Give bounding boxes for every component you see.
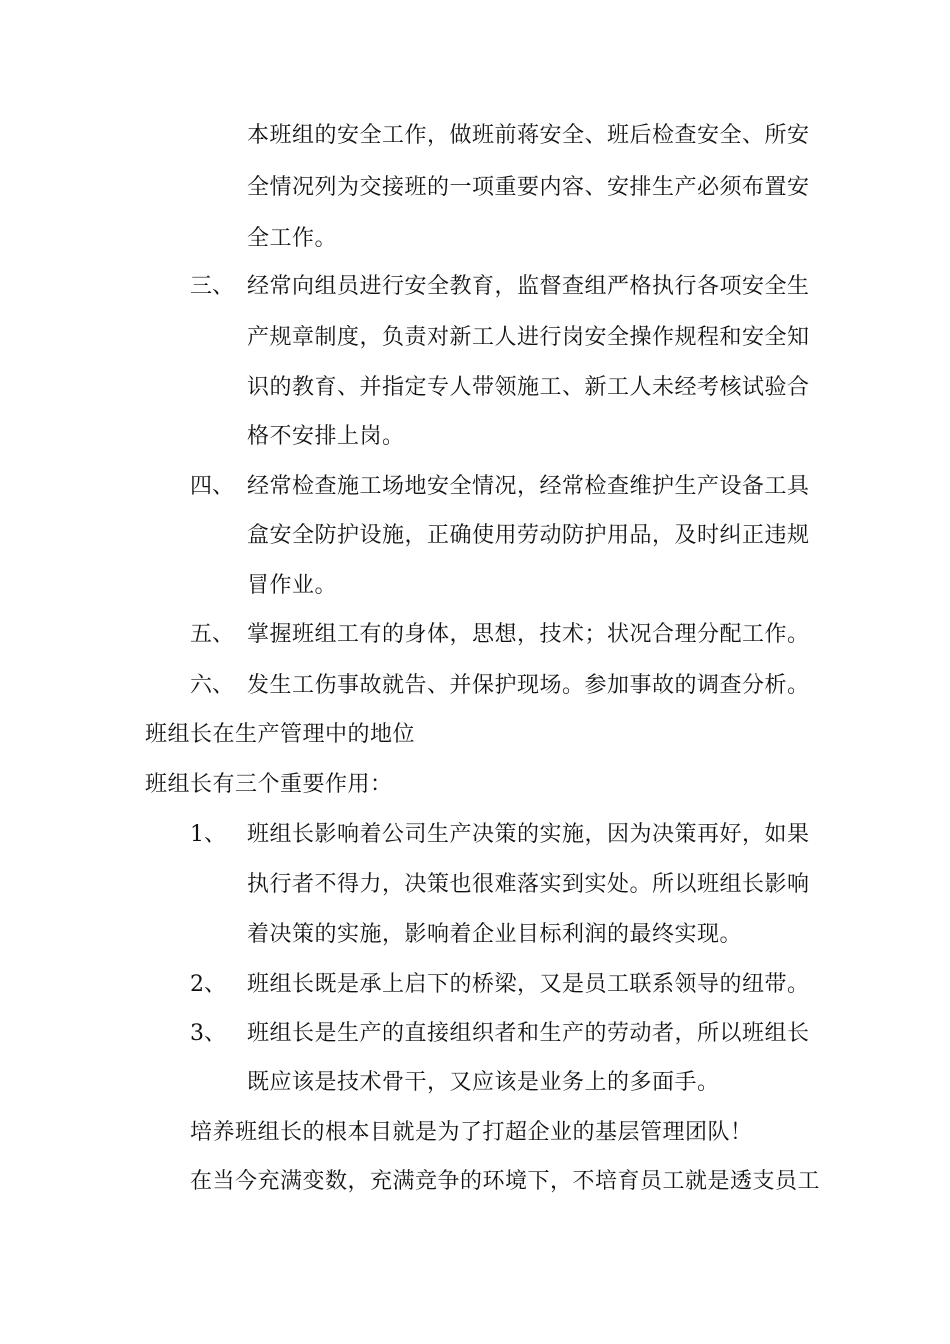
list-item-line: 既应该是技术骨干，又应该是业务上的多面手。 bbox=[247, 1070, 720, 1095]
list-number: 1、 bbox=[190, 822, 226, 847]
list-item-line: 产规章制度，负责对新工人进行岗安全操作规程和安全知 bbox=[247, 325, 810, 350]
paragraph-line: 在当今充满变数，充满竞争的环境下，不培育员工就是透支员工 bbox=[190, 1169, 821, 1194]
list-item-line: 发生工伤事故就告、并保护现场。参加事故的调查分析。 bbox=[247, 673, 810, 698]
section-heading: 班组长在生产管理中的地位 bbox=[145, 722, 416, 747]
list-item-line: 班组长影响着公司生产决策的实施，因为决策再好，如果 bbox=[247, 822, 810, 847]
list-number: 五、 bbox=[190, 622, 235, 647]
section-intro: 班组长有三个重要作用： bbox=[145, 772, 393, 797]
list-item-line: 着决策的实施，影响着企业目标利润的最终实现。 bbox=[247, 922, 743, 947]
list-item-line: 经常向组员进行安全教育，监督查组严格执行各项安全生 bbox=[247, 274, 810, 299]
list-item-line: 格不安排上岗。 bbox=[247, 424, 405, 449]
list-item-line: 班组长是生产的直接组织者和生产的劳动者，所以班组长 bbox=[247, 1021, 810, 1046]
list-item-line: 冒作业。 bbox=[247, 573, 338, 598]
paragraph-line: 全工作。 bbox=[247, 226, 338, 251]
list-number: 2、 bbox=[190, 972, 226, 997]
paragraph-line: 全情况列为交接班的一项重要内容、安排生产必须布置安 bbox=[247, 175, 810, 200]
list-item-line: 盒安全防护设施，正确使用劳动防护用品，及时纠正违规 bbox=[247, 523, 810, 548]
list-item-line: 经常检查施工场地安全情况，经常检查维护生产设备工具 bbox=[247, 474, 810, 499]
list-number: 六、 bbox=[190, 673, 235, 698]
list-item-line: 执行者不得力，决策也很难落实到实处。所以班组长影响 bbox=[247, 872, 810, 897]
list-number: 三、 bbox=[190, 274, 235, 299]
paragraph-line: 本班组的安全工作，做班前蒋安全、班后检查安全、所安 bbox=[247, 123, 810, 148]
paragraph-line: 培养班组长的根本目就是为了打超企业的基层管理团队！ bbox=[190, 1120, 753, 1145]
list-item-line: 班组长既是承上启下的桥梁，又是员工联系领导的纽带。 bbox=[247, 972, 810, 997]
list-item-line: 识的教育、并指定专人带领施工、新工人未经考核试验合 bbox=[247, 375, 810, 400]
list-number: 3、 bbox=[190, 1021, 226, 1046]
list-item-line: 掌握班组工有的身体，思想，技术；状况合理分配工作。 bbox=[247, 622, 810, 647]
list-number: 四、 bbox=[190, 474, 235, 499]
